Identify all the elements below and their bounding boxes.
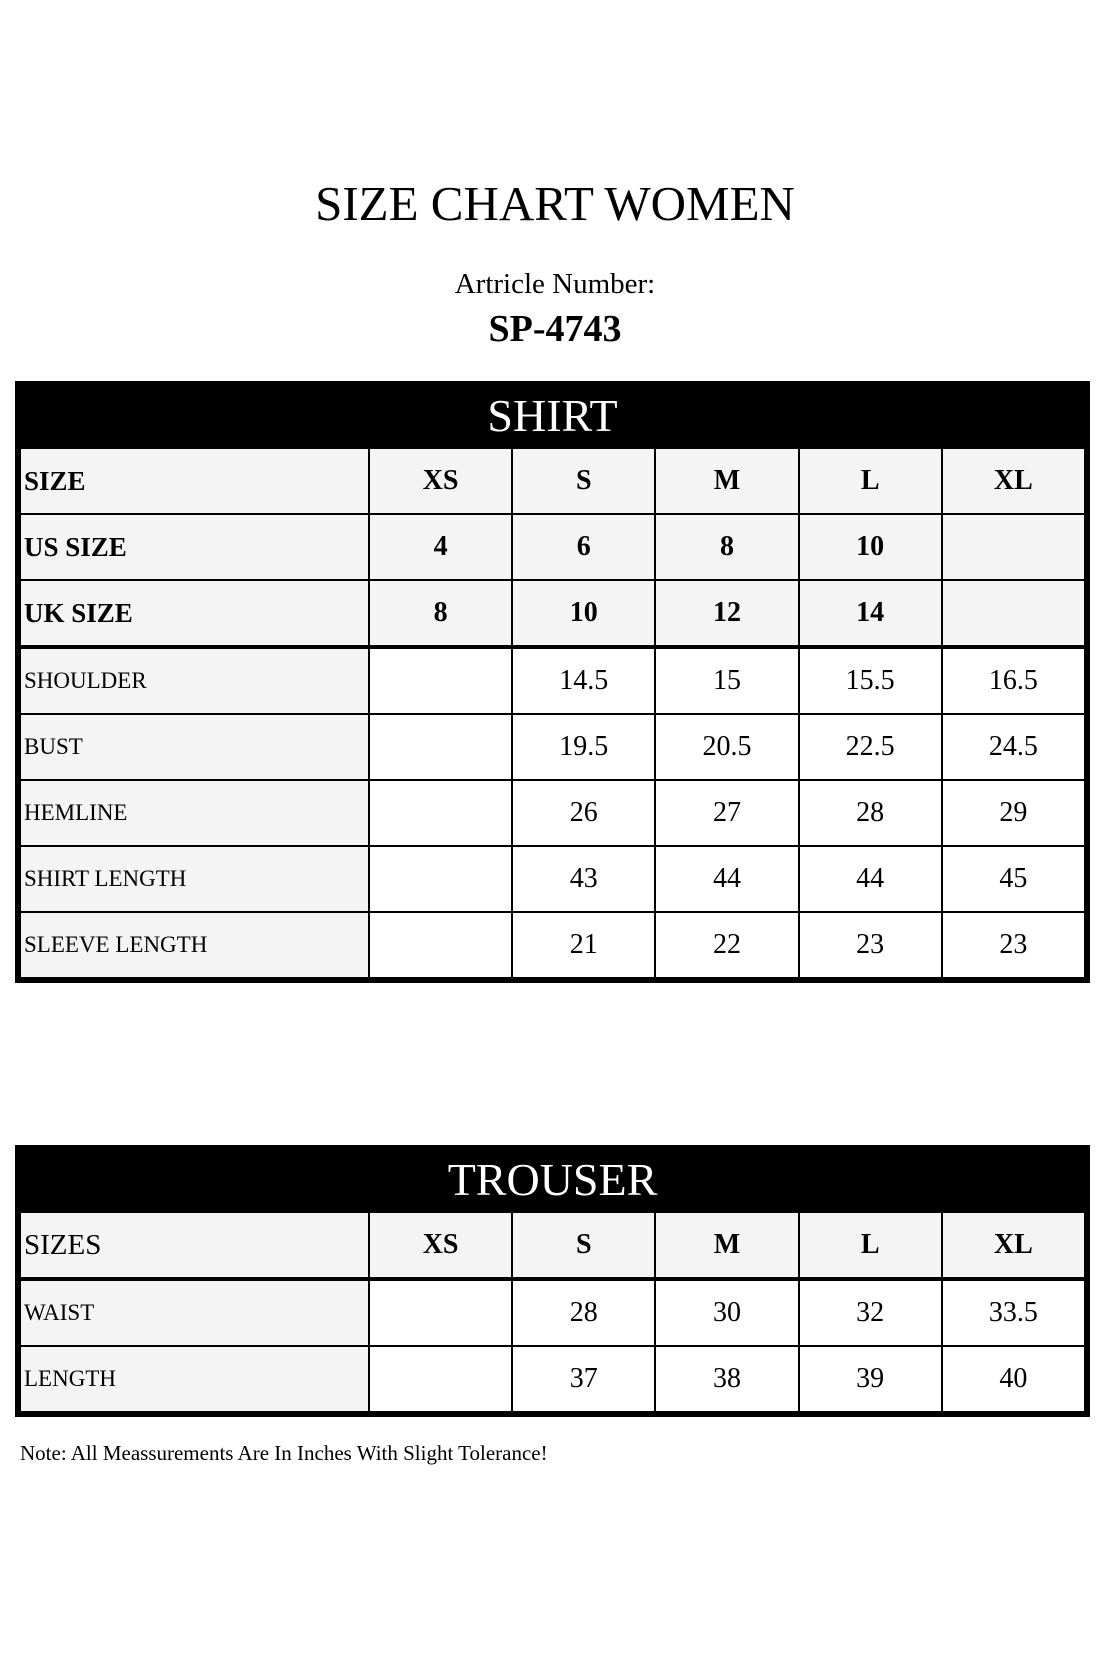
table-cell: 15.5 bbox=[799, 647, 942, 714]
table-cell: 30 bbox=[655, 1279, 798, 1346]
table-cell: 8 bbox=[369, 580, 512, 647]
table-cell: 43 bbox=[512, 846, 655, 912]
row-label: SHIRT LENGTH bbox=[20, 846, 369, 912]
table-cell: 38 bbox=[655, 1346, 798, 1412]
table-cell: 22.5 bbox=[799, 714, 942, 780]
size-cell-xs: XS bbox=[369, 1212, 512, 1279]
table-cell: 23 bbox=[799, 912, 942, 978]
table-cell: 14.5 bbox=[512, 647, 655, 714]
table-cell bbox=[369, 780, 512, 846]
row-label: SHOULDER bbox=[20, 647, 369, 714]
row-label: US SIZE bbox=[20, 514, 369, 580]
trouser-waist-row bbox=[20, 1279, 1085, 1346]
shirt-us-size-row bbox=[20, 514, 1085, 580]
shirt-size-row bbox=[20, 448, 1085, 514]
table-cell: 10 bbox=[512, 580, 655, 647]
table-cell: 32 bbox=[799, 1279, 942, 1346]
table-cell: 44 bbox=[799, 846, 942, 912]
table-cell: 37 bbox=[512, 1346, 655, 1412]
size-cell-m: M bbox=[655, 1212, 798, 1279]
size-cell-xl: XL bbox=[942, 1212, 1085, 1279]
table-cell: 28 bbox=[512, 1279, 655, 1346]
table-cell bbox=[369, 912, 512, 978]
article-number-label: Artricle Number: bbox=[454, 268, 656, 300]
size-cell-s: S bbox=[512, 448, 655, 514]
table-cell: 21 bbox=[512, 912, 655, 978]
table-cell: 14 bbox=[799, 580, 942, 647]
shirt-table-header: SHIRT bbox=[19, 385, 1086, 447]
page-title: SIZE CHART WOMEN bbox=[315, 176, 795, 231]
size-cell-m: M bbox=[655, 448, 798, 514]
shirt-size-table bbox=[15, 381, 1090, 983]
size-cell-xl: XL bbox=[942, 448, 1085, 514]
table-cell: 6 bbox=[512, 514, 655, 580]
trouser-table bbox=[19, 1211, 1086, 1413]
row-label: SIZES bbox=[20, 1212, 369, 1279]
table-cell: 8 bbox=[655, 514, 798, 580]
row-label: LENGTH bbox=[20, 1346, 369, 1412]
row-label: WAIST bbox=[20, 1279, 369, 1346]
table-cell: 45 bbox=[942, 846, 1085, 912]
table-cell: 20.5 bbox=[655, 714, 798, 780]
table-cell: 29 bbox=[942, 780, 1085, 846]
table-cell: 33.5 bbox=[942, 1279, 1085, 1346]
shirt-length-row bbox=[20, 846, 1085, 912]
table-cell bbox=[942, 580, 1085, 647]
table-cell: 44 bbox=[655, 846, 798, 912]
measurement-note: Note: All Meassurements Are In Inches With Slight Tolerance! bbox=[20, 1441, 548, 1465]
table-cell bbox=[369, 714, 512, 780]
table-cell: 27 bbox=[655, 780, 798, 846]
trouser-length-row bbox=[20, 1346, 1085, 1412]
shirt-table bbox=[19, 447, 1086, 979]
trouser-table-header: TROUSER bbox=[19, 1149, 1086, 1211]
shirt-bust-row bbox=[20, 714, 1085, 780]
trouser-size-table bbox=[15, 1145, 1090, 1417]
size-cell-l: L bbox=[799, 1212, 942, 1279]
table-cell bbox=[369, 846, 512, 912]
table-cell bbox=[369, 647, 512, 714]
size-cell-s: S bbox=[512, 1212, 655, 1279]
row-label: BUST bbox=[20, 714, 369, 780]
trouser-size-row bbox=[20, 1212, 1085, 1279]
table-cell bbox=[369, 1279, 512, 1346]
table-cell: 39 bbox=[799, 1346, 942, 1412]
row-label: UK SIZE bbox=[20, 580, 369, 647]
shirt-sleeve-length-row bbox=[20, 912, 1085, 978]
shirt-hemline-row bbox=[20, 780, 1085, 846]
table-cell: 12 bbox=[655, 580, 798, 647]
table-cell bbox=[942, 514, 1085, 580]
table-cell: 26 bbox=[512, 780, 655, 846]
table-cell: 10 bbox=[799, 514, 942, 580]
table-cell: 15 bbox=[655, 647, 798, 714]
size-cell-xs: XS bbox=[369, 448, 512, 514]
table-cell bbox=[369, 1346, 512, 1412]
shirt-shoulder-row bbox=[20, 647, 1085, 714]
table-cell: 19.5 bbox=[512, 714, 655, 780]
table-cell: 23 bbox=[942, 912, 1085, 978]
table-cell: 40 bbox=[942, 1346, 1085, 1412]
table-cell: 28 bbox=[799, 780, 942, 846]
article-number: SP-4743 bbox=[488, 308, 622, 350]
size-cell-l: L bbox=[799, 448, 942, 514]
shirt-uk-size-row bbox=[20, 580, 1085, 647]
table-cell: 16.5 bbox=[942, 647, 1085, 714]
table-cell: 22 bbox=[655, 912, 798, 978]
row-label: SIZE bbox=[20, 448, 369, 514]
table-cell: 4 bbox=[369, 514, 512, 580]
row-label: SLEEVE LENGTH bbox=[20, 912, 369, 978]
row-label: HEMLINE bbox=[20, 780, 369, 846]
table-cell: 24.5 bbox=[942, 714, 1085, 780]
